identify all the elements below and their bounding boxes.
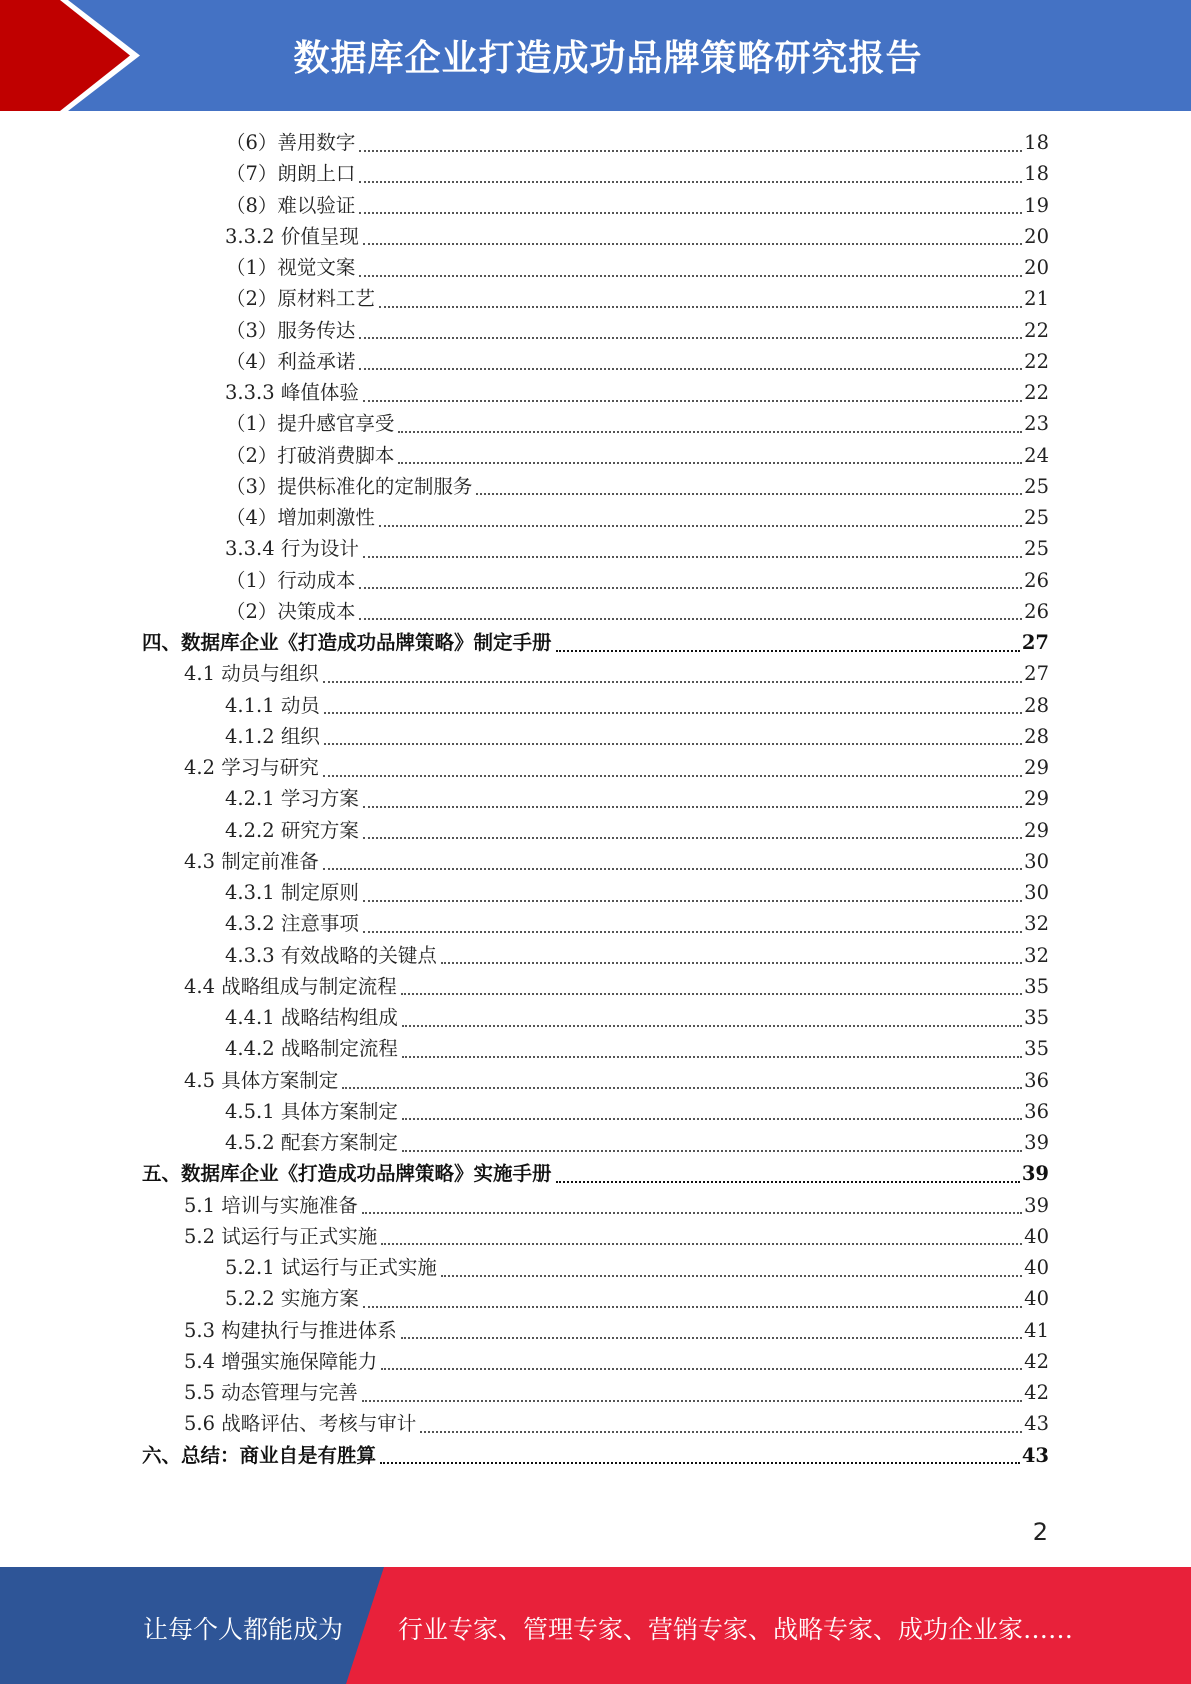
toc-entry[interactable] [225,221,1049,252]
toc-leader-dots [420,1431,1022,1433]
toc-entry-label: 5.5 动态管理与完善 [184,1381,358,1404]
toc-leader-dots [363,837,1022,839]
toc-entry[interactable] [226,408,1049,439]
toc-entry-page: 25 [1024,506,1049,529]
toc-entry-label: （7）朗朗上口 [226,162,356,186]
toc-entry-page: 20 [1024,224,1049,248]
toc-entry[interactable] [184,1315,1049,1346]
toc-leader-dots [363,1306,1022,1308]
toc-entry-label: 5.1 培训与实施准备 [184,1193,358,1217]
toc-entry-page: 19 [1024,193,1049,217]
toc-leader-dots [359,275,1022,277]
toc-entry-label: 3.3.3 峰值体验 [225,381,359,404]
toc-entry-page: 25 [1024,474,1049,498]
toc-entry[interactable] [225,1283,1049,1314]
toc-entry-page: 43 [1021,1443,1049,1467]
toc-entry[interactable] [226,565,1049,596]
toc-entry-page: 25 [1024,537,1049,561]
toc-entry-label: 5.2.2 实施方案 [225,1287,359,1311]
toc-entry[interactable] [225,690,1049,721]
toc-leader-dots [556,1181,1020,1183]
toc-leader-dots [363,556,1022,558]
toc-leader-dots [323,681,1022,683]
toc-leader-dots [379,306,1022,308]
footer-slogan-left: 让每个人都能成为 [143,1615,344,1644]
toc-leader-dots [359,150,1022,152]
toc-entry-page: 32 [1024,912,1049,936]
toc-entry[interactable] [225,533,1049,564]
toc-leader-dots [363,806,1022,808]
toc-entry-page: 29 [1024,818,1049,842]
toc-entry[interactable] [184,1408,1049,1439]
toc-entry[interactable] [142,1158,1049,1189]
toc-leader-dots [398,462,1022,464]
toc-entry[interactable] [225,377,1049,408]
toc-entry[interactable] [184,658,1049,689]
toc-entry-page: 27 [1024,662,1049,686]
toc-entry-label: 3.3.4 行为设计 [225,537,359,561]
toc-entry-label: 五、数据库企业《打造成功品牌策略》实施手册 [142,1162,552,1186]
toc-entry-page: 26 [1024,599,1049,623]
toc-entry[interactable] [184,1377,1049,1408]
toc-entry-page: 29 [1024,787,1049,811]
toc-entry-label: 5.6 战略评估、考核与审计 [184,1412,417,1436]
toc-entry-label: 5.2 试运行与正式实施 [184,1224,378,1248]
toc-entry-page: 20 [1024,256,1049,279]
toc-leader-dots [381,1243,1022,1245]
toc-leader-dots [381,1368,1022,1370]
toc-leader-dots [380,1462,1020,1464]
toc-leader-dots [441,1275,1022,1277]
toc-entry[interactable] [226,252,1049,283]
page-footer [0,1567,1191,1684]
toc-entry-label: 4.2.1 学习方案 [225,787,359,811]
toc-entry-label: 六、总结：商业自是有胜算 [142,1443,377,1467]
toc-leader-dots [476,493,1022,495]
toc-entry-page: 35 [1024,1006,1049,1029]
toc-entry-label: 4.3.2 注意事项 [225,912,359,936]
toc-leader-dots [402,1056,1022,1058]
toc-entry-page: 22 [1024,381,1049,404]
toc-leader-dots [363,900,1022,902]
toc-leader-dots [398,431,1022,433]
toc-entry-page: 35 [1024,1037,1049,1061]
toc-entry[interactable] [225,783,1049,814]
toc-entry-page: 36 [1024,1099,1049,1123]
toc-entry-label: （4）增加刺激性 [226,506,375,529]
toc-entry-label: （2）打破消费脚本 [226,443,395,467]
toc-entry[interactable] [142,1440,1049,1471]
toc-entry-page: 28 [1024,724,1049,748]
toc-entry[interactable] [184,752,1049,783]
toc-entry-label: 5.4 增强实施保障能力 [184,1349,378,1373]
toc-entry[interactable] [226,440,1049,471]
toc-entry-label: （8）难以验证 [226,193,356,217]
toc-entry[interactable] [225,1252,1049,1283]
toc-leader-dots [362,1400,1022,1402]
toc-entry-label: 4.1 动员与组织 [184,662,319,686]
toc-entry-label: 4.4.1 战略结构组成 [225,1006,398,1029]
toc-entry-label: 3.3.2 价值呈现 [225,224,359,248]
toc-leader-dots [359,368,1022,370]
toc-leader-dots [363,931,1022,933]
toc-entry-label: 4.5 具体方案制定 [184,1068,339,1092]
toc-entry-label: 4.3.3 有效战略的关键点 [225,943,437,967]
toc-entry-page: 32 [1024,943,1049,967]
toc-entry-page: 23 [1024,412,1049,436]
toc-entry-page: 24 [1024,443,1049,467]
toc-entry-label: （3）提供标准化的定制服务 [226,474,473,498]
toc-entry-page: 43 [1024,1412,1049,1436]
toc-entry-page: 42 [1024,1381,1049,1404]
toc-leader-dots [401,1337,1022,1339]
toc-entry-page: 40 [1024,1256,1049,1279]
toc-entry-page: 35 [1024,974,1049,998]
toc-entry-page: 39 [1024,1131,1049,1154]
toc-leader-dots [362,1212,1022,1214]
toc-leader-dots [359,618,1022,620]
toc-leader-dots [342,1087,1022,1089]
toc-entry-label: 4.2 学习与研究 [184,756,319,779]
toc-leader-dots [323,775,1022,777]
toc-entry-page: 36 [1024,1068,1049,1092]
toc-entry-page: 39 [1021,1162,1049,1186]
toc-entry[interactable] [226,315,1049,346]
toc-entry-page: 26 [1024,568,1049,592]
toc-entry-label: （2）原材料工艺 [226,287,375,311]
page-header [0,0,1191,111]
footer-slogan-right: 行业专家、管理专家、营销专家、战略专家、成功企业家…… [398,1615,1074,1644]
toc-entry[interactable] [225,877,1049,908]
toc-entry[interactable] [184,1346,1049,1377]
toc-leader-dots [401,993,1022,995]
toc-entry-page: 21 [1024,287,1049,311]
toc-entry-page: 27 [1021,631,1049,654]
toc-entry[interactable] [226,127,1049,158]
toc-entry[interactable] [226,158,1049,189]
toc-leader-dots [363,243,1022,245]
toc-entry[interactable] [184,1190,1049,1221]
toc-leader-dots [379,525,1022,527]
toc-entry-label: 5.2.1 试运行与正式实施 [225,1256,437,1279]
toc-entry-label: 4.1.1 动员 [225,693,320,717]
toc-entry-label: （3）服务传达 [226,318,356,342]
toc-entry[interactable] [226,283,1049,314]
toc-entry[interactable] [184,1065,1049,1096]
toc-entry[interactable] [225,815,1049,846]
toc-entry-label: （1）提升感官享受 [226,412,395,436]
toc-leader-dots [359,181,1022,183]
toc-entry-label: 4.5.2 配套方案制定 [225,1131,398,1154]
toc-entry-label: 4.3.1 制定原则 [225,881,359,904]
toc-leader-dots [556,650,1020,652]
toc-entry[interactable] [226,502,1049,533]
toc-entry-page: 22 [1024,349,1049,373]
toc-entry-label: （1）视觉文案 [226,256,356,279]
toc-entry[interactable] [226,346,1049,377]
toc-entry[interactable] [225,1033,1049,1064]
toc-leader-dots [359,587,1022,589]
toc-entry-page: 40 [1024,1224,1049,1248]
toc-leader-dots [359,337,1022,339]
toc-entry[interactable] [225,1002,1049,1033]
toc-entry-label: （6）善用数字 [226,131,356,154]
toc-entry-label: 4.5.1 具体方案制定 [225,1099,398,1123]
toc-leader-dots [323,868,1022,870]
toc-leader-dots [402,1025,1022,1027]
toc-entry-page: 40 [1024,1287,1049,1311]
toc-entry-page: 22 [1024,318,1049,342]
toc-entry-label: 四、数据库企业《打造成功品牌策略》制定手册 [142,631,552,654]
toc-entry-label: 4.4.2 战略制定流程 [225,1037,398,1061]
toc-entry-page: 30 [1024,849,1049,873]
toc-entry-page: 41 [1024,1318,1049,1342]
toc-entry-page: 42 [1024,1349,1049,1373]
toc-entry[interactable] [225,1096,1049,1127]
toc-entry[interactable] [225,1127,1049,1158]
toc-leader-dots [402,1150,1022,1152]
toc-leader-dots [441,962,1022,964]
toc-entry[interactable] [184,1221,1049,1252]
toc-entry-label: 5.3 构建执行与推进体系 [184,1318,397,1342]
toc-entry[interactable] [225,908,1049,939]
toc-leader-dots [363,400,1022,402]
page-number: 2 [1032,1518,1048,1546]
toc-entry[interactable] [226,190,1049,221]
toc-leader-dots [324,712,1022,714]
toc-entry[interactable] [226,471,1049,502]
toc-entry[interactable] [184,971,1049,1002]
toc-entry-label: （4）利益承诺 [226,349,356,373]
toc-entry-page: 18 [1024,162,1049,186]
toc-entry-label: 4.3 制定前准备 [184,849,319,873]
toc-entry[interactable] [226,596,1049,627]
toc-leader-dots [402,1118,1022,1120]
toc-entry-label: 4.1.2 组织 [225,724,320,748]
toc-entry-page: 28 [1024,693,1049,717]
document-title: 数据库企业打造成功品牌策略研究报告 [293,38,923,79]
toc-entry[interactable] [142,627,1049,658]
toc-entry-page: 29 [1024,756,1049,779]
toc-entry-page: 30 [1024,881,1049,904]
toc-entry-page: 18 [1024,131,1049,154]
toc-entry[interactable] [184,846,1049,877]
toc-entry[interactable] [225,940,1049,971]
toc-entry-label: 4.4 战略组成与制定流程 [184,974,397,998]
toc-entry-page: 39 [1024,1193,1049,1217]
toc-entry-label: （1）行动成本 [226,568,356,592]
toc-entry-label: 4.2.2 研究方案 [225,818,359,842]
toc-leader-dots [324,743,1022,745]
toc-leader-dots [359,212,1022,214]
toc-entry-label: （2）决策成本 [226,599,356,623]
toc-entry[interactable] [225,721,1049,752]
